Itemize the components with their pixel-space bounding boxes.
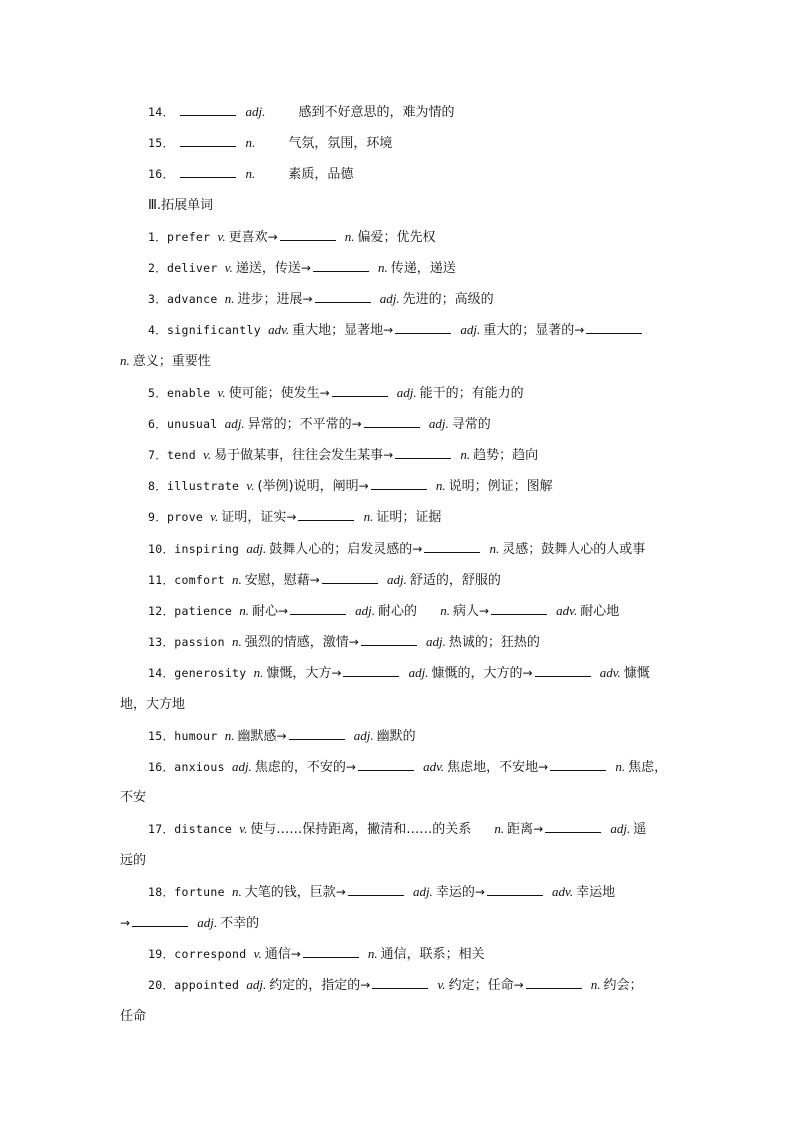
ext-item-15	[148, 727, 708, 746]
text-segment: adj.	[412, 884, 433, 899]
text-segment: 意义；重要性	[132, 354, 211, 369]
text-segment: n.	[590, 977, 601, 992]
ext-item-17	[148, 820, 708, 839]
text-segment: 遥	[633, 822, 647, 837]
answer-blank[interactable]	[395, 446, 451, 459]
answer-blank[interactable]	[550, 758, 606, 771]
answer-blank[interactable]	[343, 664, 399, 677]
text-segment: →	[478, 604, 490, 618]
text-segment: 传递，递送	[390, 261, 456, 276]
text-segment: 使与……保持距离，撇清和……的关系	[250, 822, 472, 837]
text-segment: 耐心	[251, 604, 278, 619]
text-segment: n.	[378, 260, 388, 275]
text-segment: 大笔的钱，巨款	[244, 885, 336, 900]
text-segment: 不安	[120, 790, 147, 805]
text-segment: 耐心地	[580, 604, 620, 619]
text-segment: →	[277, 604, 289, 618]
text-segment: 幸运地	[576, 885, 616, 900]
text-segment: →	[120, 916, 131, 930]
text-segment: 异常的；不平常的	[247, 417, 352, 432]
answer-blank[interactable]	[348, 883, 404, 896]
text-segment: adv.	[268, 322, 290, 337]
text-segment: 慷慨的，大方的	[431, 666, 523, 681]
text-segment: 热诚的；狂热的	[448, 635, 540, 650]
answer-blank[interactable]	[180, 103, 236, 116]
headword: enable	[167, 386, 211, 400]
ext-item-18-cont	[120, 914, 680, 933]
text-segment: v.	[246, 478, 255, 493]
text-segment: →	[345, 760, 356, 774]
text-segment: adj.	[246, 541, 267, 556]
text-segment: v.	[217, 385, 226, 400]
text-segment: →	[574, 323, 585, 337]
text-segment: 强烈的情感，激情	[244, 635, 349, 650]
text-segment: n.	[494, 821, 505, 836]
answer-blank[interactable]	[280, 228, 336, 241]
text-segment: adj.	[460, 322, 481, 337]
text-segment: adj.	[396, 385, 417, 400]
headword: advance	[167, 292, 218, 306]
headword: correspond	[174, 947, 247, 961]
answer-blank[interactable]	[361, 633, 417, 646]
item-number: 15．	[148, 136, 175, 150]
text-segment: v.	[253, 946, 262, 961]
text-segment: 通信	[264, 947, 291, 962]
text-segment: n.	[367, 946, 378, 961]
answer-blank[interactable]	[487, 883, 543, 896]
text-segment: →	[360, 978, 371, 992]
answer-blank[interactable]	[526, 976, 582, 989]
text-segment: 19．	[148, 947, 175, 961]
headword: illustrate	[167, 479, 240, 493]
text-segment: v.	[224, 260, 233, 275]
text-segment: →	[383, 323, 394, 337]
answer-blank[interactable]	[298, 508, 354, 521]
text-segment: 递送，传送	[235, 261, 301, 276]
ext-item-11	[148, 571, 708, 590]
text-segment: →	[331, 666, 342, 680]
text-segment: 病人	[452, 604, 479, 619]
text-segment: 10．	[148, 542, 175, 556]
headword: passion	[174, 635, 225, 649]
text-segment: 6．	[148, 417, 168, 431]
answer-blank[interactable]	[358, 758, 414, 771]
answer-blank[interactable]	[290, 602, 346, 615]
text-segment: 约定；任命	[448, 978, 514, 993]
text-segment: 能干的；有能力的	[419, 386, 524, 401]
answer-blank[interactable]	[372, 976, 428, 989]
headword: prove	[167, 510, 204, 524]
ext-item-4	[148, 321, 708, 340]
text-segment: 任命	[120, 1009, 147, 1024]
text-segment: →	[383, 448, 394, 462]
ext-item-5	[148, 384, 708, 403]
ext-item-20	[148, 976, 708, 995]
text-segment: 先进的；高级的	[402, 292, 494, 307]
ext-item-12	[148, 602, 708, 621]
text-segment: 2．	[148, 261, 168, 275]
text-segment: 约定的，指定的	[269, 978, 361, 993]
headword: comfort	[174, 573, 225, 587]
headword: patience	[174, 604, 233, 618]
answer-blank[interactable]	[303, 945, 359, 958]
meaning: 感到不好意思的，难为情的	[298, 105, 455, 120]
ext-item-7	[148, 446, 708, 465]
text-segment: adv.	[556, 603, 578, 618]
text-segment: v.	[217, 229, 226, 244]
text-segment: 15．	[148, 729, 175, 743]
text-segment: 焦虑的，不安的	[254, 760, 346, 775]
headword: prefer	[167, 230, 211, 244]
text-segment: →	[302, 292, 313, 306]
answer-blank[interactable]	[364, 415, 420, 428]
text-segment: 远的	[120, 853, 147, 868]
answer-blank[interactable]	[180, 134, 236, 147]
text-segment: 幸运的	[435, 885, 475, 900]
text-segment: v.	[210, 509, 219, 524]
ext-item-18	[148, 883, 708, 902]
meaning: 素质，品德	[288, 167, 354, 182]
text-segment: →	[351, 417, 362, 431]
text-segment: n.	[440, 603, 450, 618]
text-segment: →	[348, 635, 359, 649]
answer-blank[interactable]	[322, 571, 378, 584]
headword: fortune	[174, 885, 225, 899]
answer-blank[interactable]	[313, 259, 369, 272]
ext-item-17-cont	[120, 852, 680, 870]
text-segment: adj.	[355, 603, 376, 618]
text-segment: →	[300, 261, 311, 275]
text-segment: 1．	[148, 230, 168, 244]
ext-item-6	[148, 415, 708, 434]
headword: deliver	[167, 261, 218, 275]
text-segment: →	[412, 542, 423, 556]
text-segment: 9．	[148, 510, 168, 524]
answer-blank[interactable]	[424, 540, 480, 553]
text-segment: 8．	[148, 479, 168, 493]
ext-item-3	[148, 290, 708, 309]
text-segment: 灵感；鼓舞人心的人或事	[502, 542, 646, 557]
text-segment: 证明，证实	[221, 510, 287, 525]
text-segment: 慷慨，大方	[266, 666, 332, 681]
text-segment: 焦虑地，不安地	[447, 760, 539, 775]
text-segment: →	[309, 573, 320, 587]
text-segment: →	[522, 666, 533, 680]
text-segment: n.	[615, 759, 626, 774]
text-segment: v.	[203, 447, 212, 462]
text-segment: n.	[489, 541, 500, 556]
text-segment: 7．	[148, 448, 168, 462]
ext-item-1	[148, 228, 708, 247]
text-segment: 舒适的，舒服的	[409, 573, 501, 588]
ext-item-20-cont	[120, 1008, 680, 1026]
item-number: 16．	[148, 167, 175, 181]
text-segment: 偏爱；优先权	[357, 230, 436, 245]
ext-item-8	[148, 477, 708, 496]
text-segment: adj.	[386, 572, 407, 587]
text-segment: 易于做某事，往往会发生某事	[214, 448, 384, 463]
text-segment: 11．	[148, 573, 175, 587]
text-segment: 趋势；趋向	[473, 448, 539, 463]
text-segment: n.	[253, 665, 264, 680]
text-segment: 慷慨	[623, 666, 650, 681]
text-segment: n.	[344, 229, 355, 244]
text-segment: 17．	[148, 822, 175, 836]
text-segment: 重大地；显著地	[292, 323, 384, 338]
text-segment: (举例)说明，阐明	[257, 479, 359, 494]
text-segment: v.	[437, 977, 446, 992]
text-segment: adv.	[423, 759, 445, 774]
answer-blank[interactable]	[180, 165, 236, 178]
text-segment: →	[267, 230, 278, 244]
text-segment: →	[276, 729, 287, 743]
ext-item-14	[148, 664, 708, 683]
section-title: Ⅲ.拓展单词	[148, 198, 214, 213]
vocab-item-14	[148, 103, 708, 122]
text-segment: n.	[435, 478, 446, 493]
text-segment: 约会；	[603, 978, 643, 993]
answer-blank[interactable]	[371, 477, 427, 490]
text-segment: 距离	[507, 822, 534, 837]
text-segment: →	[513, 978, 524, 992]
text-segment: adv.	[599, 665, 621, 680]
answer-blank[interactable]	[315, 290, 371, 303]
text-segment: adj.	[428, 416, 449, 431]
text-segment: n.	[363, 509, 374, 524]
part-of-speech: n.	[245, 166, 256, 181]
text-segment: adj.	[353, 728, 374, 743]
answer-blank[interactable]	[289, 727, 345, 740]
text-segment: 焦虑，	[628, 760, 668, 775]
text-segment: →	[358, 479, 369, 493]
text-segment: →	[286, 510, 297, 524]
ext-item-16-cont	[120, 789, 680, 807]
text-segment: 16．	[148, 760, 175, 774]
text-segment: adj.	[246, 977, 267, 992]
answer-blank[interactable]	[545, 820, 601, 833]
ext-item-13	[148, 633, 708, 652]
text-segment: 3．	[148, 292, 168, 306]
text-segment: 4．	[148, 323, 168, 337]
vocab-item-16	[148, 165, 708, 184]
ext-item-10	[148, 540, 708, 559]
text-segment: n.	[231, 884, 242, 899]
answer-blank[interactable]	[132, 914, 188, 927]
text-segment: 鼓舞人心的；启发灵感的	[269, 542, 413, 557]
item-number: 14．	[148, 105, 175, 119]
part-of-speech: adj.	[245, 104, 266, 119]
text-segment: →	[474, 885, 485, 899]
text-segment: 不幸的	[220, 916, 260, 931]
text-segment: →	[335, 885, 346, 899]
answer-blank[interactable]	[491, 602, 547, 615]
text-segment: 寻常的	[451, 417, 491, 432]
text-segment: adj.	[425, 634, 446, 649]
vocab-item-15	[148, 134, 708, 153]
text-segment: adj.	[231, 759, 252, 774]
text-segment: adj.	[224, 416, 245, 431]
text-segment: 重大的；显著的	[483, 323, 575, 338]
ext-item-14-cont	[120, 696, 680, 714]
headword: appointed	[174, 978, 240, 992]
text-segment: 说明；例证；图解	[448, 479, 553, 494]
headword: significantly	[167, 323, 261, 337]
text-segment: n.	[120, 353, 130, 368]
text-segment: →	[290, 947, 301, 961]
text-segment: 幽默感	[237, 729, 277, 744]
text-segment: →	[533, 822, 544, 836]
text-segment: 进步；进展	[237, 292, 303, 307]
headword: distance	[174, 822, 233, 836]
text-segment: 使可能；使发生	[228, 386, 320, 401]
headword: anxious	[174, 760, 225, 774]
text-segment: 13．	[148, 635, 175, 649]
text-segment: adv.	[552, 884, 574, 899]
text-segment: 20．	[148, 978, 175, 992]
text-segment: 通信，联系；相关	[380, 947, 485, 962]
answer-blank[interactable]	[332, 384, 388, 397]
text-segment: →	[538, 760, 549, 774]
text-segment: n.	[239, 603, 249, 618]
ext-item-16	[148, 758, 708, 777]
text-segment: adj.	[379, 291, 400, 306]
text-segment: 幽默的	[376, 729, 416, 744]
ext-item-4-cont	[120, 352, 680, 371]
text-segment: adj.	[408, 665, 429, 680]
part-of-speech: n.	[245, 135, 256, 150]
text-segment: 更喜欢	[228, 230, 268, 245]
text-segment: n.	[460, 447, 471, 462]
text-segment: 12．	[148, 604, 175, 618]
text-segment: n.	[231, 634, 242, 649]
headword: tend	[167, 448, 196, 462]
headword: generosity	[174, 666, 247, 680]
text-segment: n.	[224, 291, 235, 306]
headword: humour	[174, 729, 218, 743]
text-segment: adj.	[610, 821, 631, 836]
text-segment: 耐心的	[378, 604, 418, 619]
answer-blank[interactable]	[535, 664, 591, 677]
text-segment: v.	[239, 821, 248, 836]
meaning: 气氛，氛围，环境	[288, 136, 393, 151]
text-segment: 地，大方地	[120, 697, 186, 712]
text-segment: 安慰，慰藉	[244, 573, 310, 588]
answer-blank[interactable]	[586, 321, 642, 334]
text-segment: 14．	[148, 666, 175, 680]
text-segment: →	[319, 386, 330, 400]
text-segment: n.	[224, 728, 235, 743]
text-segment: 5．	[148, 386, 168, 400]
text-segment: n.	[231, 572, 242, 587]
headword: unusual	[167, 417, 218, 431]
answer-blank[interactable]	[395, 321, 451, 334]
ext-item-9	[148, 508, 708, 527]
headword: inspiring	[174, 542, 240, 556]
text-segment: adj.	[197, 915, 218, 930]
ext-item-2	[148, 259, 708, 278]
text-segment: 18．	[148, 885, 175, 899]
ext-item-19	[148, 945, 708, 964]
text-segment: 证明；证据	[376, 510, 442, 525]
